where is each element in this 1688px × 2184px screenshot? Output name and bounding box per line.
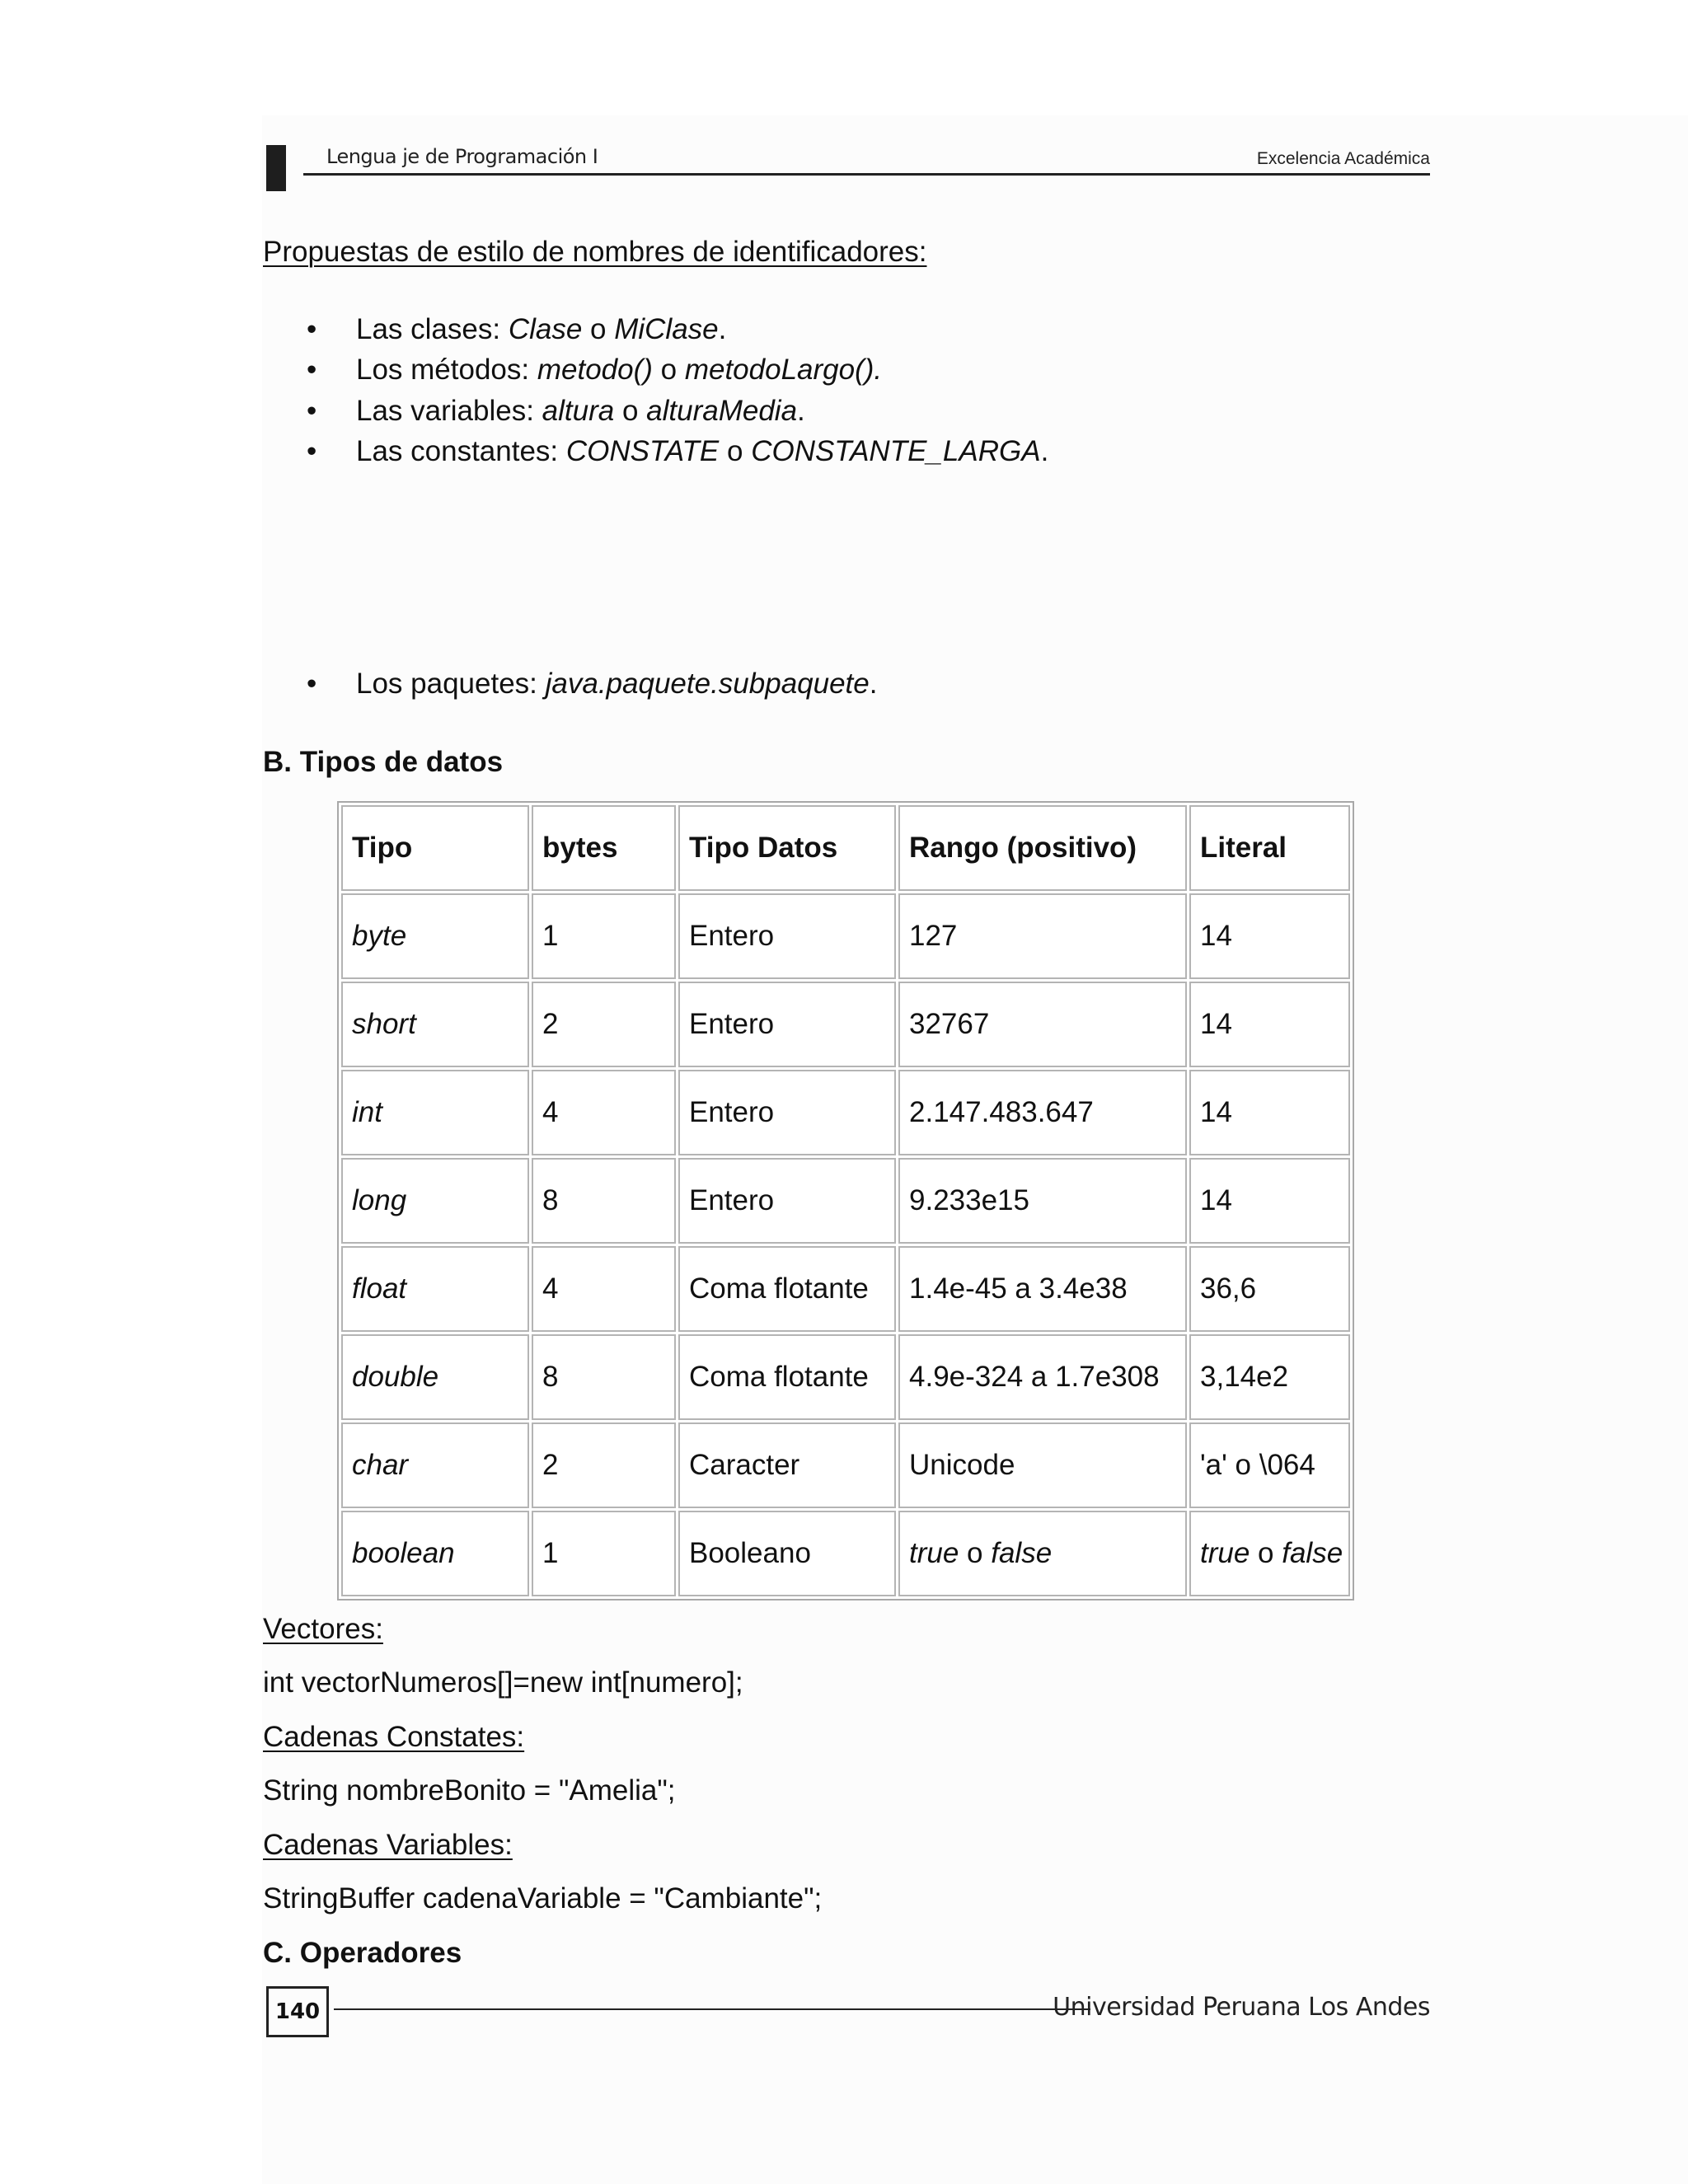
- table-cell-rango: 2.147.483.647: [898, 1070, 1187, 1155]
- cadenas-constantes-heading: Cadenas Constates:: [263, 1721, 525, 1753]
- table-cell-literal: 3,14e2: [1189, 1334, 1350, 1420]
- header-tagline: Excelencia Académica: [1256, 149, 1430, 168]
- bullet-dot: •: [307, 313, 317, 345]
- table-cell-rango: 9.233e15: [898, 1158, 1187, 1244]
- vectores-code: int vectorNumeros[]=new int[numero];: [263, 1666, 743, 1699]
- table-cell-datos: Booleano: [678, 1511, 896, 1596]
- table-cell-bytes: 2: [532, 1422, 676, 1508]
- footer-rule: [334, 2008, 1090, 2010]
- naming-section-heading: Propuestas de estilo de nombres de identificadores:: [263, 236, 927, 268]
- table-cell-literal: 14: [1189, 982, 1350, 1067]
- table-cell-bytes: 4: [532, 1070, 676, 1155]
- table-header-cell: Literal: [1189, 805, 1350, 891]
- table-cell-literal: 14: [1189, 1158, 1350, 1244]
- table-cell-rango: true o false: [898, 1511, 1187, 1596]
- table-cell-bytes: 2: [532, 982, 676, 1067]
- table-cell-tipo: char: [341, 1422, 529, 1508]
- footer-university: Universidad Peruana Los Andes: [1053, 1993, 1430, 2022]
- table-cell-rango: 32767: [898, 982, 1187, 1067]
- vectores-heading: Vectores:: [263, 1613, 383, 1645]
- table-cell-rango: Unicode: [898, 1422, 1187, 1508]
- bullet-dot: •: [307, 354, 317, 386]
- bullet-dot: •: [307, 395, 317, 427]
- table-cell-datos: Entero: [678, 1070, 896, 1155]
- table-header-cell: Tipo Datos: [678, 805, 896, 891]
- table-header-cell: bytes: [532, 805, 676, 891]
- table-cell-literal: true o false: [1189, 1511, 1350, 1596]
- section-c-title: C. Operadores: [263, 1937, 462, 1969]
- table-cell-rango: 1.4e-45 a 3.4e38: [898, 1246, 1187, 1332]
- table-cell-rango: 4.9e-324 a 1.7e308: [898, 1334, 1187, 1420]
- table-cell-datos: Caracter: [678, 1422, 896, 1508]
- table-cell-tipo: byte: [341, 893, 529, 979]
- list-item: Las clases: Clase o MiClase.: [356, 313, 727, 345]
- table-cell-tipo: boolean: [341, 1511, 529, 1596]
- table-row: [341, 982, 1350, 1067]
- table-cell-tipo: float: [341, 1246, 529, 1332]
- table-row: [341, 1158, 1350, 1244]
- bullet-dot: •: [307, 668, 317, 700]
- list-item: Los paquetes: java.paquete.subpaquete.: [356, 668, 878, 700]
- table-cell-bytes: 8: [532, 1158, 676, 1244]
- list-item: Las variables: altura o alturaMedia.: [356, 395, 805, 427]
- table-cell-tipo: short: [341, 982, 529, 1067]
- section-b-title: B. Tipos de datos: [263, 746, 504, 778]
- table-cell-literal: 36,6: [1189, 1246, 1350, 1332]
- page-number: 140: [266, 1986, 329, 2037]
- table-cell-datos: Entero: [678, 982, 896, 1067]
- table-cell-literal: 14: [1189, 1070, 1350, 1155]
- table-cell-bytes: 1: [532, 1511, 676, 1596]
- table-cell-bytes: 1: [532, 893, 676, 979]
- table-row: [341, 893, 1350, 979]
- table-cell-bytes: 4: [532, 1246, 676, 1332]
- table-cell-tipo: int: [341, 1070, 529, 1155]
- table-row: [341, 1070, 1350, 1155]
- list-item: Los métodos: metodo() o metodoLargo().: [356, 354, 883, 386]
- header-course-title: Lengua je de Programación I: [326, 145, 598, 168]
- table-cell-tipo: long: [341, 1158, 529, 1244]
- cadenas-constantes-code: String nombreBonito = "Amelia";: [263, 1774, 676, 1807]
- table-header-row: [341, 805, 1350, 891]
- table-cell-datos: Entero: [678, 893, 896, 979]
- table-cell-bytes: 8: [532, 1334, 676, 1420]
- table-cell-tipo: double: [341, 1334, 529, 1420]
- list-item: Las constantes: CONSTATE o CONSTANTE_LARGA.: [356, 435, 1049, 467]
- table-row: [341, 1246, 1350, 1332]
- table-row: [341, 1511, 1350, 1596]
- data-types-table: [337, 801, 1354, 1601]
- table-cell-datos: Entero: [678, 1158, 896, 1244]
- table-cell-datos: Coma flotante: [678, 1334, 896, 1420]
- table-row: [341, 1422, 1350, 1508]
- header-rule: [303, 173, 1430, 176]
- table-header-cell: Rango (positivo): [898, 805, 1187, 891]
- table-cell-rango: 127: [898, 893, 1187, 979]
- header-marker-block: [266, 145, 286, 191]
- table-cell-literal: 'a' o \064: [1189, 1422, 1350, 1508]
- table-row: [341, 1334, 1350, 1420]
- bullet-dot: •: [307, 435, 317, 467]
- cadenas-variables-code: StringBuffer cadenaVariable = "Cambiante";: [263, 1882, 823, 1915]
- table-cell-datos: Coma flotante: [678, 1246, 896, 1332]
- table-cell-literal: 14: [1189, 893, 1350, 979]
- cadenas-variables-heading: Cadenas Variables:: [263, 1829, 513, 1861]
- table-header-cell: Tipo: [341, 805, 529, 891]
